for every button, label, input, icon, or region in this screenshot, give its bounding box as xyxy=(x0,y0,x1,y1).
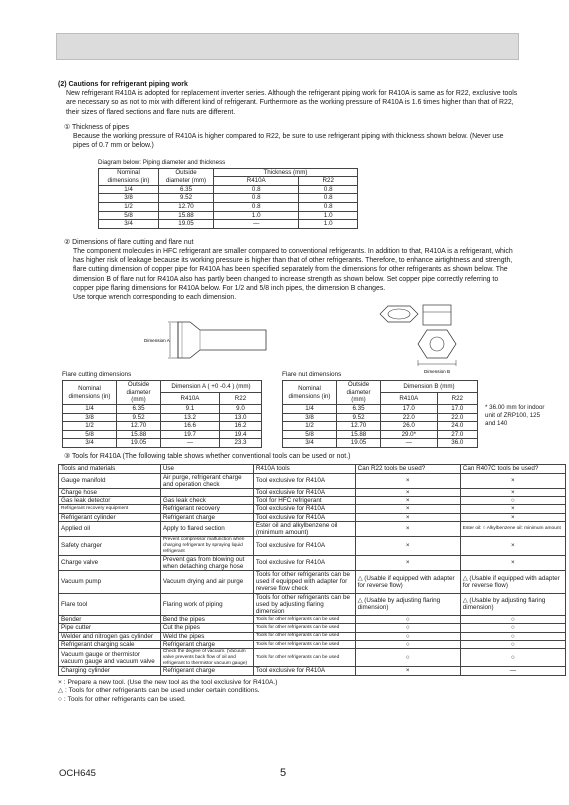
tools-header-cell: Can R22 tools be used? xyxy=(355,465,460,473)
flare-cut-table-cell: 19.7 xyxy=(161,430,220,439)
thickness-table-cell: 5/8 xyxy=(99,211,159,220)
document-code: OCH645 xyxy=(59,768,96,779)
flare-nut-table-cell: 27.0 xyxy=(437,430,477,439)
flare-cut-table-cell: 16.6 xyxy=(161,422,220,431)
tools-table-row xyxy=(59,667,566,675)
flare-cut-table-row xyxy=(63,422,262,431)
tools-table-cell: Refrigerant recovery equipment xyxy=(59,505,161,513)
flare-nut-table-row xyxy=(283,422,478,431)
flare-cut-table-row xyxy=(63,430,262,439)
thickness-table-cell: 15.88 xyxy=(159,211,214,220)
thickness-table-cell: 3/4 xyxy=(99,220,159,229)
flare-cut-table-cell: 9.1 xyxy=(161,404,220,413)
thickness-table-cell: 9.52 xyxy=(159,194,214,203)
tools-table-cell: Gauge manifold xyxy=(59,473,161,488)
th-nominal: Nominal xyxy=(117,169,140,177)
flare-heading: ② Dimensions of flare cutting and flare nut xyxy=(64,238,194,246)
thickness-table-cell: 0.8 xyxy=(214,203,299,212)
tools-table-cell: Applied oil xyxy=(59,521,161,536)
flare-cut-table-cell: 13.2 xyxy=(161,413,220,422)
cut-h-r410a: R410A xyxy=(161,393,220,405)
page-content xyxy=(58,80,561,704)
tools-table-cell: Tools for other refrigerants can be used xyxy=(253,649,355,667)
tools-table-cell: Check the degree of vacuum. (Vacuum valve prevents back flow of oil and refrigerant to thermistor vacuum gauge) xyxy=(160,649,253,667)
tools-table-cell: × xyxy=(355,489,460,497)
flare-cut-table-row xyxy=(63,439,262,448)
tools-table-cell: Vacuum pump xyxy=(59,571,161,594)
tools-table-row xyxy=(59,505,566,513)
tools-table-cell: ○ xyxy=(460,616,565,624)
tools-table-cell: Tools for other refrigerants can be used xyxy=(253,624,355,632)
flare-nut-table-cell: 22.0 xyxy=(381,413,438,422)
flare-cut-table-cell: 15.88 xyxy=(117,430,161,439)
thickness-table-row xyxy=(99,220,358,229)
flare-nut-table-cell: 9.52 xyxy=(337,413,381,422)
tools-table-cell: × xyxy=(355,513,460,521)
flare-nut-table-cell: 3/8 xyxy=(283,413,337,422)
flare-cut-table-cell: 9.0 xyxy=(219,404,261,413)
flare-nut-table-cell: 22.0 xyxy=(437,413,477,422)
tools-table-cell: △ (Usable by adjusting flaring dimension) xyxy=(460,593,565,616)
thickness-caption: Diagram below: Piping diameter and thickness xyxy=(98,159,226,167)
tools-table-cell: Cut the pipes xyxy=(160,624,253,632)
flare-cut-diagram xyxy=(138,308,298,368)
tools-table-cell: ○ xyxy=(355,640,460,648)
flare-nut-table-cell: 29.0* xyxy=(381,430,438,439)
tools-table-cell: Flaring work of piping xyxy=(160,593,253,616)
cut-h-nominal2: dimensions (in) xyxy=(68,392,111,400)
flare-nut-table-cell: 12.70 xyxy=(337,422,381,431)
thickness-table-cell: 1.0 xyxy=(214,211,299,220)
nut-caption: Flare nut dimensions xyxy=(282,371,342,379)
thickness-table-cell: 3/8 xyxy=(99,194,159,203)
legend-circle: ○ : Tools for other refrigerants can be used. xyxy=(58,695,186,703)
tools-table-row xyxy=(59,616,566,624)
tools-table-cell: △ (Usable if equipped with adapter for reverse flow) xyxy=(355,571,460,594)
tools-table-cell: Ester oil and alkylbenzene oil (minimum amount) xyxy=(253,521,355,536)
tools-table-cell: Tool exclusive for R410A xyxy=(253,505,355,513)
flare-nut-table-row xyxy=(283,430,478,439)
tools-table-cell: Vacuum drying and air purge xyxy=(160,571,253,594)
flare-cut-table-cell: 9.52 xyxy=(117,413,161,422)
tools-table-cell: × xyxy=(355,497,460,505)
section-title: (2) Cautions for refrigerant piping work xyxy=(58,81,188,88)
tools-table-cell: ○ xyxy=(460,624,565,632)
tools-table-cell: Tools for other refrigerants can be used by adjusting flaring dimension xyxy=(253,593,355,616)
thickness-table-cell: 0.8 xyxy=(214,185,299,194)
nut-h-r22: R22 xyxy=(437,393,477,405)
nut-h-nominal2: dimensions (in) xyxy=(288,392,331,400)
tools-legend xyxy=(58,679,520,705)
tools-table-cell: Bend the pipes xyxy=(160,616,253,624)
flare-nut-table-cell: 24.0 xyxy=(437,422,477,431)
flare-cut-table-cell: 1/2 xyxy=(63,422,117,431)
nut-h-r410a: R410A xyxy=(381,393,438,405)
th-outside: Outside xyxy=(175,169,197,177)
tools-table-row xyxy=(59,571,566,594)
tools-table-cell: ○ xyxy=(460,640,565,648)
flare-nut-diagram xyxy=(358,300,468,376)
flare-cut-table-cell: 12.70 xyxy=(117,422,161,431)
thickness-table-cell: 6.35 xyxy=(159,185,214,194)
thickness-table-row xyxy=(99,203,358,212)
flare-cut-table-cell: 3/8 xyxy=(63,413,117,422)
thickness-table-row xyxy=(99,185,358,194)
flare-nut-table-row xyxy=(283,439,478,448)
tools-table-cell: × xyxy=(460,513,565,521)
thickness-body: Because the working pressure of R410A is higher compared to R22, be sure to use refrigerant piping with thickness shown below. (Never use pipes of 0.7 mm or below.) xyxy=(73,133,504,150)
flare-cut-table-cell: 19.4 xyxy=(219,430,261,439)
tools-table-cell: ○ xyxy=(460,497,565,505)
flare-body2: Use torque wrench corresponding to each dimension. xyxy=(73,294,237,301)
page-number: 5 xyxy=(280,767,287,779)
tools-table-row xyxy=(59,624,566,632)
flare-nut-table-row xyxy=(283,404,478,413)
tools-table-cell: × xyxy=(460,555,565,570)
th-thickness: Thickness (mm) xyxy=(214,168,358,177)
flare-nut-table xyxy=(282,380,478,448)
tools-table-cell: Tool exclusive for R410A xyxy=(253,537,355,555)
tools-table-cell: — xyxy=(460,667,565,675)
tools-table-row xyxy=(59,632,566,640)
flare-nut-table-cell: 36.0 xyxy=(437,439,477,448)
flare-nut-table-cell: 15.88 xyxy=(337,430,381,439)
page-header-bar xyxy=(56,33,519,60)
legend-cross: × : Prepare a new tool. (Use the new tool as the tool exclusive for R410A.) xyxy=(58,678,278,686)
th-outside2: diameter (mm) xyxy=(165,176,207,184)
flare-cut-table-cell: 13.0 xyxy=(219,413,261,422)
cut-h-r22: R22 xyxy=(219,393,261,405)
flare-cut-table-row xyxy=(63,413,262,422)
tools-table-cell: Gas leak check xyxy=(160,497,253,505)
tools-table-cell: Safety charger xyxy=(59,537,161,555)
flare-nut-table-cell: 3/4 xyxy=(283,439,337,448)
flare-cut-table-cell: 1/4 xyxy=(63,404,117,413)
flare-body: The component molecules in HFC refrigerant are smaller compared to conventional refrigerants. In addition to that, R410A is a refrigerant, which has higher risk of leakage because its working pressure is higher than that of other refrigerants. Therefore, to enhance airtightness and strength, flare cutting dimension of copper pipe for R410A has been specified separately from the dimensions for other refrigerants as shown below. The dimension B of flare nut for R410A also has partly been changed to increase strength as shown below. Set copper pipe correctly referring to copper pipe flaring dimensions for R410A below. For 1/2 and 5/8 inch pipes, the dimension B changes. xyxy=(73,247,513,292)
tools-header-cell: Tools and materials xyxy=(59,465,161,473)
nut-h-dim: Dimension B (mm) xyxy=(381,381,478,393)
thickness-table-row xyxy=(99,194,358,203)
tools-table-cell: × xyxy=(460,473,565,488)
tools-table xyxy=(58,464,566,675)
tools-table-cell: Tool exclusive for R410A xyxy=(253,667,355,675)
tools-table-cell: Tools for other refrigerants can be used xyxy=(253,632,355,640)
tools-table-cell: × xyxy=(355,505,460,513)
tools-table-row xyxy=(59,473,566,488)
flare-cut-table-cell: 23.3 xyxy=(219,439,261,448)
tools-table-cell: Charging cylinder xyxy=(59,667,161,675)
th-r410a: R410A xyxy=(214,177,299,186)
tools-table-cell: × xyxy=(460,489,565,497)
tools-table-cell: ○ xyxy=(355,632,460,640)
th-r22: R22 xyxy=(299,177,358,186)
flare-cut-table-cell: 5/8 xyxy=(63,430,117,439)
flare-nut-table-cell: 26.0 xyxy=(381,422,438,431)
section-intro: New refrigerant R410A is adopted for replacement inverter series. Although the refrigerant piping work for R410A is same as for R22, exclusive tools are necessary so as not to mix with different kind of refrigerant. Furthermore as the working pressure of R410A is 1.6 times higher than that of R22, their sizes of flared sections and flare nuts are different. xyxy=(66,90,518,116)
legend-triangle: △ : Tools for other refrigerants can be used under certain conditions. xyxy=(58,687,260,695)
tools-table-cell: ○ xyxy=(355,649,460,667)
nut-h-outside: Outside xyxy=(347,381,370,389)
nut-h-outside2: diameter (mm) xyxy=(346,388,371,404)
flare-nut-table-cell: 5/8 xyxy=(283,430,337,439)
cut-h-outside2: diameter (mm) xyxy=(126,388,151,404)
nut-h-nominal: Nominal xyxy=(298,385,321,392)
tools-header-cell: Can R407C tools be used? xyxy=(460,465,565,473)
flare-nut-table-cell: 17.0 xyxy=(381,404,438,413)
dimension-a-label: Dimension A xyxy=(144,338,170,344)
flare-cut-table-row xyxy=(63,404,262,413)
tools-table-row xyxy=(59,537,566,555)
tools-table-cell xyxy=(160,489,253,497)
flare-nut-table-cell: 1/4 xyxy=(283,404,337,413)
thickness-table xyxy=(98,168,358,229)
tools-table-cell: Welder and nitrogen gas cylinder xyxy=(59,632,161,640)
flare-cut-table-cell: 19.05 xyxy=(117,439,161,448)
tools-table-cell: Charge valve xyxy=(59,555,161,570)
tools-table-cell: Flare tool xyxy=(59,593,161,616)
tools-table-cell: Vacuum gauge or thermistor vacuum gauge and vacuum valve xyxy=(59,649,161,667)
cut-h-outside: Outside xyxy=(127,381,150,389)
flare-nut-table-cell: — xyxy=(381,439,438,448)
tools-table-cell: Tool exclusive for R410A xyxy=(253,473,355,488)
tools-table-cell: △ (Usable if equipped with adapter for reverse flow) xyxy=(460,571,565,594)
cut-h-nominal: Nominal xyxy=(78,385,101,392)
th-nominal2: dimensions (in) xyxy=(107,176,150,184)
tools-table-cell: △ (Usable by adjusting flaring dimension) xyxy=(355,593,460,616)
tools-table-cell: Tool exclusive for R410A xyxy=(253,513,355,521)
tools-table-row xyxy=(59,649,566,667)
thickness-table-cell: 1.0 xyxy=(299,220,358,229)
tools-table-cell: Charge hose xyxy=(59,489,161,497)
flare-nut-table-cell: 1/2 xyxy=(283,422,337,431)
flare-cut-table-cell: 6.35 xyxy=(117,404,161,413)
flare-nut-table-row xyxy=(283,413,478,422)
tools-table-cell: Pipe cutter xyxy=(59,624,161,632)
tools-table-row xyxy=(59,593,566,616)
tools-table-cell: Tool for HFC refrigerant xyxy=(253,497,355,505)
tools-table-cell: Refrigerant charge xyxy=(160,640,253,648)
tools-table-cell: Tools for other refrigerants can be used if equipped with adapter for reverse flow check xyxy=(253,571,355,594)
thickness-table-cell: 1/2 xyxy=(99,203,159,212)
tools-table-cell: Tools for other refrigerants can be used xyxy=(253,640,355,648)
tools-heading: ③ Tools for R410A (The following table shows whether conventional tools can be used or not.) xyxy=(64,453,351,461)
tools-table-cell: ○ xyxy=(355,624,460,632)
flare-cut-table-cell: 3/4 xyxy=(63,439,117,448)
thickness-table-cell: — xyxy=(214,220,299,229)
tools-table-cell: × xyxy=(355,667,460,675)
tools-table-cell: ○ xyxy=(460,649,565,667)
cut-caption: Flare cutting dimensions xyxy=(62,371,132,379)
tools-table-cell: Prevent gas from blowing out when detaching charge hose xyxy=(160,555,253,570)
dimension-b-label: Dimension B xyxy=(424,369,451,375)
tools-table-cell: Tool exclusive for R410A xyxy=(253,555,355,570)
tools-table-cell: × xyxy=(355,521,460,536)
thickness-table-cell: 1/4 xyxy=(99,185,159,194)
thickness-table-cell: 19.05 xyxy=(159,220,214,229)
tools-table-cell: Ester oil: ○ Alkylbenzene oil: minimum amount xyxy=(460,521,565,536)
flare-nut-table-cell: 6.35 xyxy=(337,404,381,413)
flare-nut-table-cell: 17.0 xyxy=(437,404,477,413)
thickness-table-cell: 12.70 xyxy=(159,203,214,212)
tools-table-cell: Apply to flared section xyxy=(160,521,253,536)
flare-dimension-tables xyxy=(58,370,545,452)
tools-table-row xyxy=(59,640,566,648)
tools-table-row xyxy=(59,497,566,505)
tools-header-cell: R410A tools xyxy=(253,465,355,473)
flare-cut-table-cell: 16.2 xyxy=(219,422,261,431)
thickness-table-row xyxy=(99,211,358,220)
tools-table-cell: ○ xyxy=(460,632,565,640)
thickness-table-cell: 0.8 xyxy=(299,194,358,203)
thickness-table-cell: 0.8 xyxy=(214,194,299,203)
tools-header-cell: Use xyxy=(160,465,253,473)
tools-table-cell: Tools for other refrigerants can be used xyxy=(253,616,355,624)
tools-table-cell: × xyxy=(355,537,460,555)
tools-table-row xyxy=(59,555,566,570)
tools-table-cell: Tool exclusive for R410A xyxy=(253,489,355,497)
tools-table-cell: Refrigerant cylinder xyxy=(59,513,161,521)
thickness-heading: ① Thickness of pipes xyxy=(64,123,130,131)
tools-table-cell: × xyxy=(460,505,565,513)
tools-table-cell: Refrigerant recovery xyxy=(160,505,253,513)
tools-table-cell: × xyxy=(460,537,565,555)
tools-table-row xyxy=(59,521,566,536)
tools-table-cell: Prevent compressor malfunction when charging refrigerant by spraying liquid refrigerant xyxy=(160,537,253,555)
thickness-table-cell: 0.8 xyxy=(299,203,358,212)
tools-table-row xyxy=(59,489,566,497)
tools-table-cell: Bender xyxy=(59,616,161,624)
tools-table-cell: × xyxy=(355,473,460,488)
tools-table-cell: Gas leak detector xyxy=(59,497,161,505)
tools-table-cell: Air purge, refrigerant charge and operation check xyxy=(160,473,253,488)
flare-nut-table-cell: 19.05 xyxy=(337,439,381,448)
thickness-table-cell: 0.8 xyxy=(299,185,358,194)
tools-table-row xyxy=(59,513,566,521)
nut-footnote: * 36.00 mm for indoor unit of ZRP100, 125 and 140 xyxy=(485,404,545,428)
tools-table-cell: Refrigerant charge xyxy=(160,513,253,521)
tools-table-cell: Weld the pipes xyxy=(160,632,253,640)
tools-table-cell: Refrigerant charge xyxy=(160,667,253,675)
thickness-table-cell: 1.0 xyxy=(299,211,358,220)
flare-cut-table xyxy=(62,380,262,448)
tools-table-cell: ○ xyxy=(355,616,460,624)
tools-table-cell: × xyxy=(355,555,460,570)
tools-table-cell: Refrigerant charging scale xyxy=(59,640,161,648)
cut-h-dim: Dimension A ( +0 -0.4 ) (mm) xyxy=(161,381,262,393)
flare-cut-table-cell: — xyxy=(161,439,220,448)
